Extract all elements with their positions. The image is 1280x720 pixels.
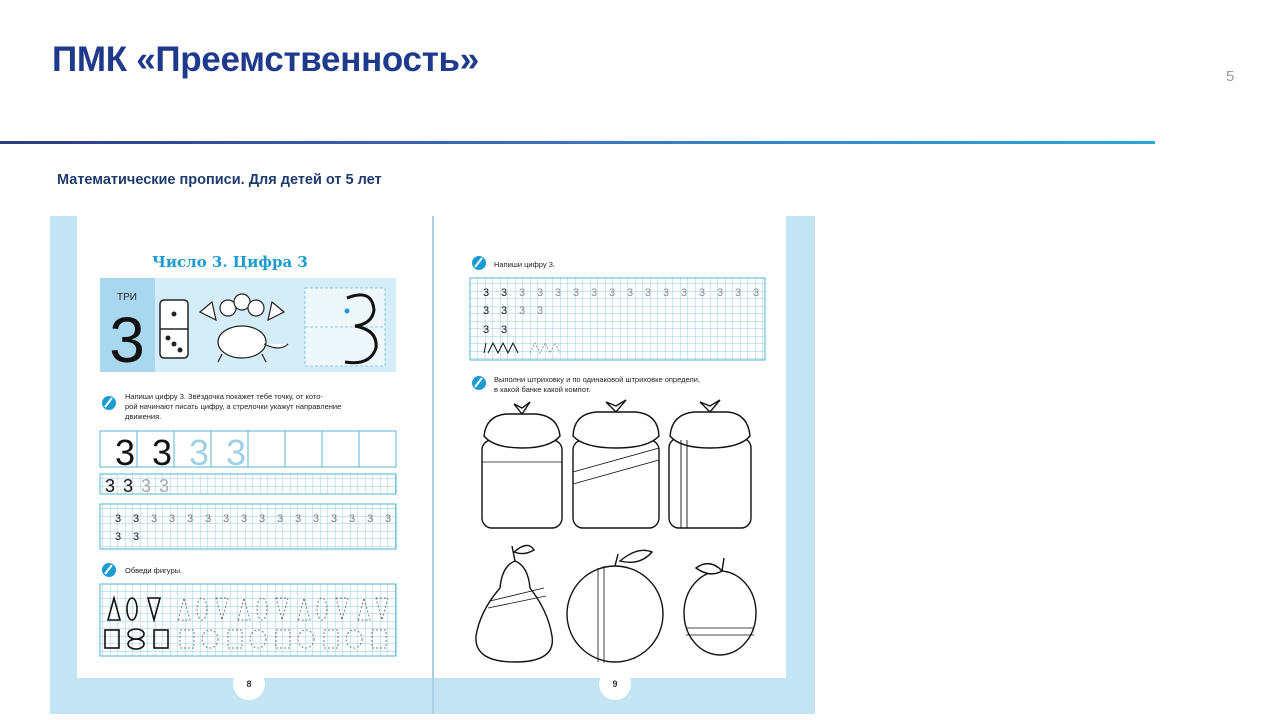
row-digit: 3 [104, 476, 116, 496]
svg-text:3: 3 [132, 513, 140, 525]
right-task1-text: Напиши цифру 3. [494, 260, 555, 269]
svg-text:3: 3 [590, 287, 598, 299]
task1-text-3: движения. [125, 412, 162, 421]
writing-grid [100, 504, 396, 549]
right-page-number: 9 [612, 679, 618, 689]
svg-text:3: 3 [114, 513, 122, 525]
task1-text: Напиши цифру 3. Звёздочка покажет тебе точку, от кото- [125, 392, 323, 401]
row-digit: 3 [114, 432, 136, 473]
svg-text:3: 3 [366, 513, 374, 525]
svg-text:3: 3 [186, 513, 194, 525]
svg-text:3: 3 [482, 287, 490, 299]
task2-text: Обведи фигуры. [125, 566, 183, 575]
jar-illustration [573, 400, 659, 528]
domino-icon [160, 300, 188, 358]
svg-text:3: 3 [500, 324, 508, 336]
row-digit: 3 [225, 432, 247, 473]
svg-text:3: 3 [752, 287, 760, 299]
row-digit: 3 [151, 432, 173, 473]
pencil-icon [472, 376, 486, 390]
svg-text:3: 3 [384, 513, 392, 525]
svg-text:3: 3 [518, 305, 526, 317]
pencil-icon [472, 256, 486, 270]
tracing-row-large [100, 431, 396, 467]
slide-page-number: 5 [1226, 68, 1235, 85]
number-word: ТРИ [117, 292, 137, 303]
workbook-spread-image [50, 216, 815, 714]
svg-text:3: 3 [330, 513, 338, 525]
row-digit: 3 [122, 476, 134, 496]
jar-illustration [482, 402, 562, 528]
svg-text:3: 3 [734, 287, 742, 299]
svg-text:3: 3 [312, 513, 320, 525]
svg-text:3: 3 [554, 287, 562, 299]
task1-text-2: рой начинают писать цифру, а стрелочки укажут направление [125, 402, 342, 411]
slide-subtitle: Математические прописи. Для детей от 5 лет [57, 172, 382, 188]
svg-text:3: 3 [698, 287, 706, 299]
svg-text:3: 3 [240, 513, 248, 525]
jar-illustration [669, 400, 751, 528]
svg-text:3: 3 [482, 305, 490, 317]
svg-text:3: 3 [716, 287, 724, 299]
row-digit: 3 [140, 476, 152, 496]
left-page-number: 8 [246, 679, 252, 689]
svg-text:3: 3 [258, 513, 266, 525]
svg-text:3: 3 [222, 513, 230, 525]
title-divider [0, 141, 1155, 144]
svg-text:3: 3 [644, 287, 652, 299]
svg-text:3: 3 [294, 513, 302, 525]
svg-text:3: 3 [500, 305, 508, 317]
svg-text:3: 3 [626, 287, 634, 299]
left-page-heading: Число 3. Цифра 3 [152, 253, 308, 271]
svg-text:3: 3 [662, 287, 670, 299]
svg-text:3: 3 [276, 513, 284, 525]
svg-text:3: 3 [348, 513, 356, 525]
right-task2-text: Выполни штриховку и по одинаковой штриховке определи, [494, 375, 701, 384]
svg-text:3: 3 [608, 287, 616, 299]
svg-text:3: 3 [518, 287, 526, 299]
svg-text:3: 3 [168, 513, 176, 525]
pencil-icon [102, 563, 116, 577]
svg-text:3: 3 [132, 531, 140, 543]
svg-text:3: 3 [536, 287, 544, 299]
slide-title: ПМК «Преемственность» [52, 40, 479, 79]
row-digit: 3 [188, 432, 210, 473]
svg-text:3: 3 [114, 531, 122, 543]
svg-text:3: 3 [204, 513, 212, 525]
right-task2-text-2: в какой банке какой компот. [494, 385, 591, 394]
svg-text:3: 3 [572, 287, 580, 299]
big-digit: 3 [109, 304, 145, 376]
row-digit: 3 [158, 476, 170, 496]
pencil-icon [102, 396, 116, 410]
svg-text:3: 3 [150, 513, 158, 525]
svg-text:3: 3 [482, 324, 490, 336]
svg-text:3: 3 [680, 287, 688, 299]
svg-text:3: 3 [500, 287, 508, 299]
svg-text:3: 3 [536, 305, 544, 317]
